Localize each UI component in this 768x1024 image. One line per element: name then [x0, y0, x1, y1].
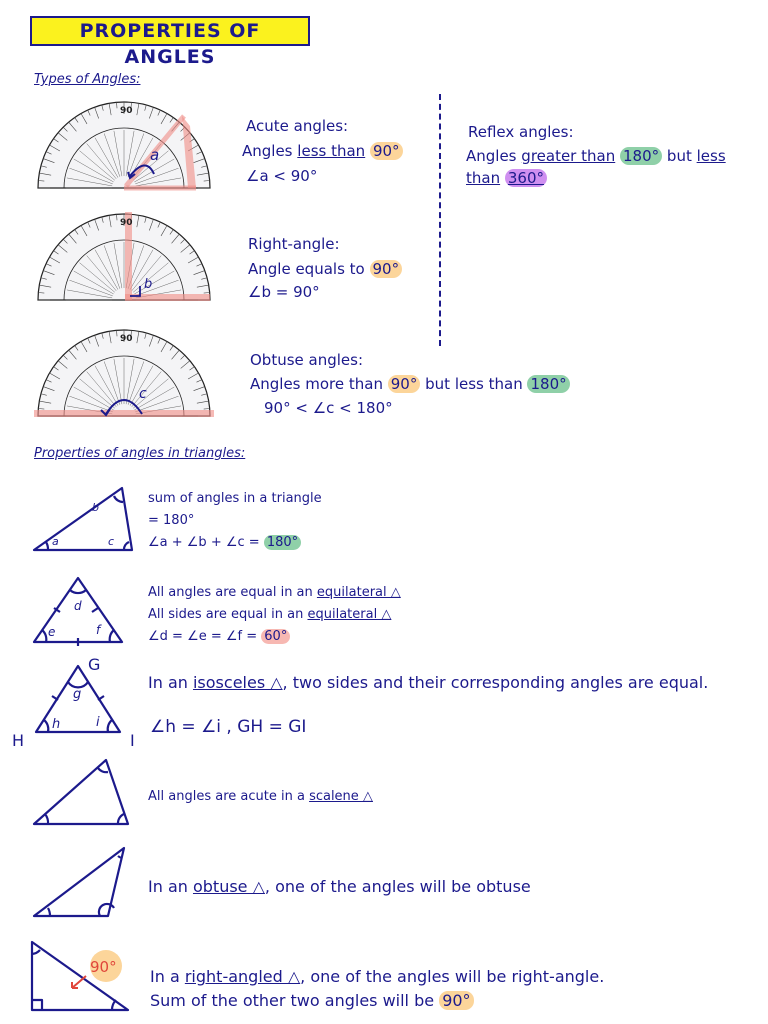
protractor-90-label: 90	[120, 218, 133, 228]
equilateral-formula: ∠d = ∠e = ∠f =	[148, 629, 258, 644]
obtuse-triangle-diagram	[30, 844, 128, 920]
scalene-line	[148, 788, 373, 805]
isosceles-angle-g-label: g	[73, 687, 82, 702]
isosceles-angle-h-label: h	[52, 717, 61, 732]
right-tri-link: right-angled △	[184, 967, 301, 986]
isosceles-vertex-h-label: H	[12, 731, 25, 750]
acute-heading: Acute angles:	[246, 117, 349, 135]
right-tri-post: , one of the angles will be right-angle.	[300, 967, 605, 986]
isosceles-pre: In an	[148, 673, 188, 692]
obtuse-tri-link: obtuse △	[192, 877, 265, 896]
protractor-90-label: 90	[120, 106, 133, 116]
equilateral-angle-d-label: d	[74, 599, 82, 613]
right-formula: ∠b = 90°	[248, 283, 320, 301]
reflex-definition-line1	[466, 146, 726, 167]
right-value-highlight: 90°	[370, 260, 403, 278]
sum-angle-c-label: c	[108, 535, 115, 548]
obtuse-mid: but less than	[425, 375, 523, 393]
equilateral-line1-text: All angles are equal in an	[148, 585, 313, 600]
obtuse-definition	[250, 374, 570, 395]
equilateral-line2	[148, 606, 391, 623]
isosceles-formula: ∠h = ∠i , GH = GI	[150, 717, 307, 737]
right-tri-line1	[150, 966, 604, 988]
sum-formula-line	[148, 534, 301, 551]
reflex-link2a: less	[696, 147, 726, 165]
sum-line2: = 180°	[148, 513, 195, 528]
right-definition	[248, 259, 402, 280]
isosceles-link: isosceles △	[192, 673, 283, 692]
acute-angle-label: a	[150, 146, 160, 164]
reflex-link1: greater than	[521, 147, 616, 165]
reflex-prefix: Angles	[466, 147, 517, 165]
reflex-definition-line2	[466, 168, 547, 189]
equilateral-angle-e-label: e	[48, 625, 56, 639]
sum-value-highlight: 180°	[264, 535, 301, 550]
obtuse-tri-pre: In an	[148, 877, 188, 896]
reflex-value2-highlight: 360°	[505, 169, 547, 187]
column-divider	[439, 94, 441, 346]
equilateral-angle-f-label: f	[96, 623, 101, 637]
sum-triangle-diagram	[30, 482, 135, 554]
right-angled-triangle-diagram	[28, 938, 132, 1014]
obtuse-value1-highlight: 90°	[388, 375, 421, 393]
isosceles-vertex-i-label: I	[130, 731, 135, 750]
right-prefix: Angle equals to	[248, 260, 365, 278]
right-angle-label: b	[144, 277, 153, 292]
equilateral-value-highlight: 60°	[261, 629, 290, 644]
acute-protractor-diagram	[34, 96, 214, 192]
isosceles-post: , two sides and their corresponding angles are equal.	[282, 673, 709, 692]
reflex-value1-highlight: 180°	[620, 147, 662, 165]
scalene-link: scalene △	[309, 789, 373, 804]
page-title: PROPERTIES OF ANGLES	[30, 16, 310, 46]
equilateral-line2-text: All sides are equal in an	[148, 607, 304, 622]
isosceles-angle-i-label: i	[96, 715, 100, 730]
right-tri-pre: In a	[150, 967, 180, 986]
equilateral-triangle-diagram	[30, 574, 126, 646]
obtuse-formula: 90° < ∠c < 180°	[264, 399, 393, 417]
obtuse-tri-line	[148, 876, 531, 898]
protractor-90-label: 90	[120, 334, 133, 344]
types-heading: Types of Angles:	[34, 72, 141, 87]
reflex-link2b: than	[466, 169, 501, 187]
acute-definition	[242, 141, 403, 162]
obtuse-protractor-diagram	[34, 324, 214, 420]
right-tri-value-highlight: 90°	[439, 991, 473, 1010]
isosceles-vertex-g-label: G	[88, 655, 101, 674]
isosceles-triangle-diagram	[12, 652, 142, 748]
right-tri-line2	[150, 990, 474, 1012]
obtuse-angle-label: c	[139, 386, 147, 402]
right-protractor-diagram	[34, 208, 214, 304]
isosceles-line1	[148, 672, 708, 694]
reflex-mid: but	[666, 147, 692, 165]
obtuse-prefix: Angles more than	[250, 375, 383, 393]
acute-formula: ∠a < 90°	[246, 167, 318, 185]
sum-angle-a-label: a	[52, 535, 59, 548]
equilateral-formula-line	[148, 628, 290, 645]
equilateral-line1	[148, 584, 401, 601]
sum-angle-b-label: b	[92, 501, 99, 514]
right-heading: Right-angle:	[248, 235, 340, 253]
acute-value-highlight: 90°	[370, 142, 403, 160]
obtuse-heading: Obtuse angles:	[250, 351, 364, 369]
reflex-heading: Reflex angles:	[468, 123, 574, 141]
scalene-triangle-diagram	[30, 756, 132, 828]
acute-prefix: Angles	[242, 142, 293, 160]
triangles-heading: Properties of angles in triangles:	[34, 446, 246, 461]
scalene-pre: All angles are acute in a	[148, 789, 305, 804]
right-tri-line2-text: Sum of the other two angles will be	[150, 991, 435, 1010]
equilateral-link2: equilateral △	[307, 607, 392, 622]
equilateral-link1: equilateral △	[316, 585, 401, 600]
sum-line1: sum of angles in a triangle	[148, 491, 322, 506]
right-tri-90-badge: 90°	[90, 958, 117, 976]
obtuse-tri-post: , one of the angles will be obtuse	[264, 877, 531, 896]
sum-formula: ∠a + ∠b + ∠c =	[148, 535, 260, 550]
obtuse-value2-highlight: 180°	[527, 375, 569, 393]
acute-link: less than	[297, 142, 366, 160]
